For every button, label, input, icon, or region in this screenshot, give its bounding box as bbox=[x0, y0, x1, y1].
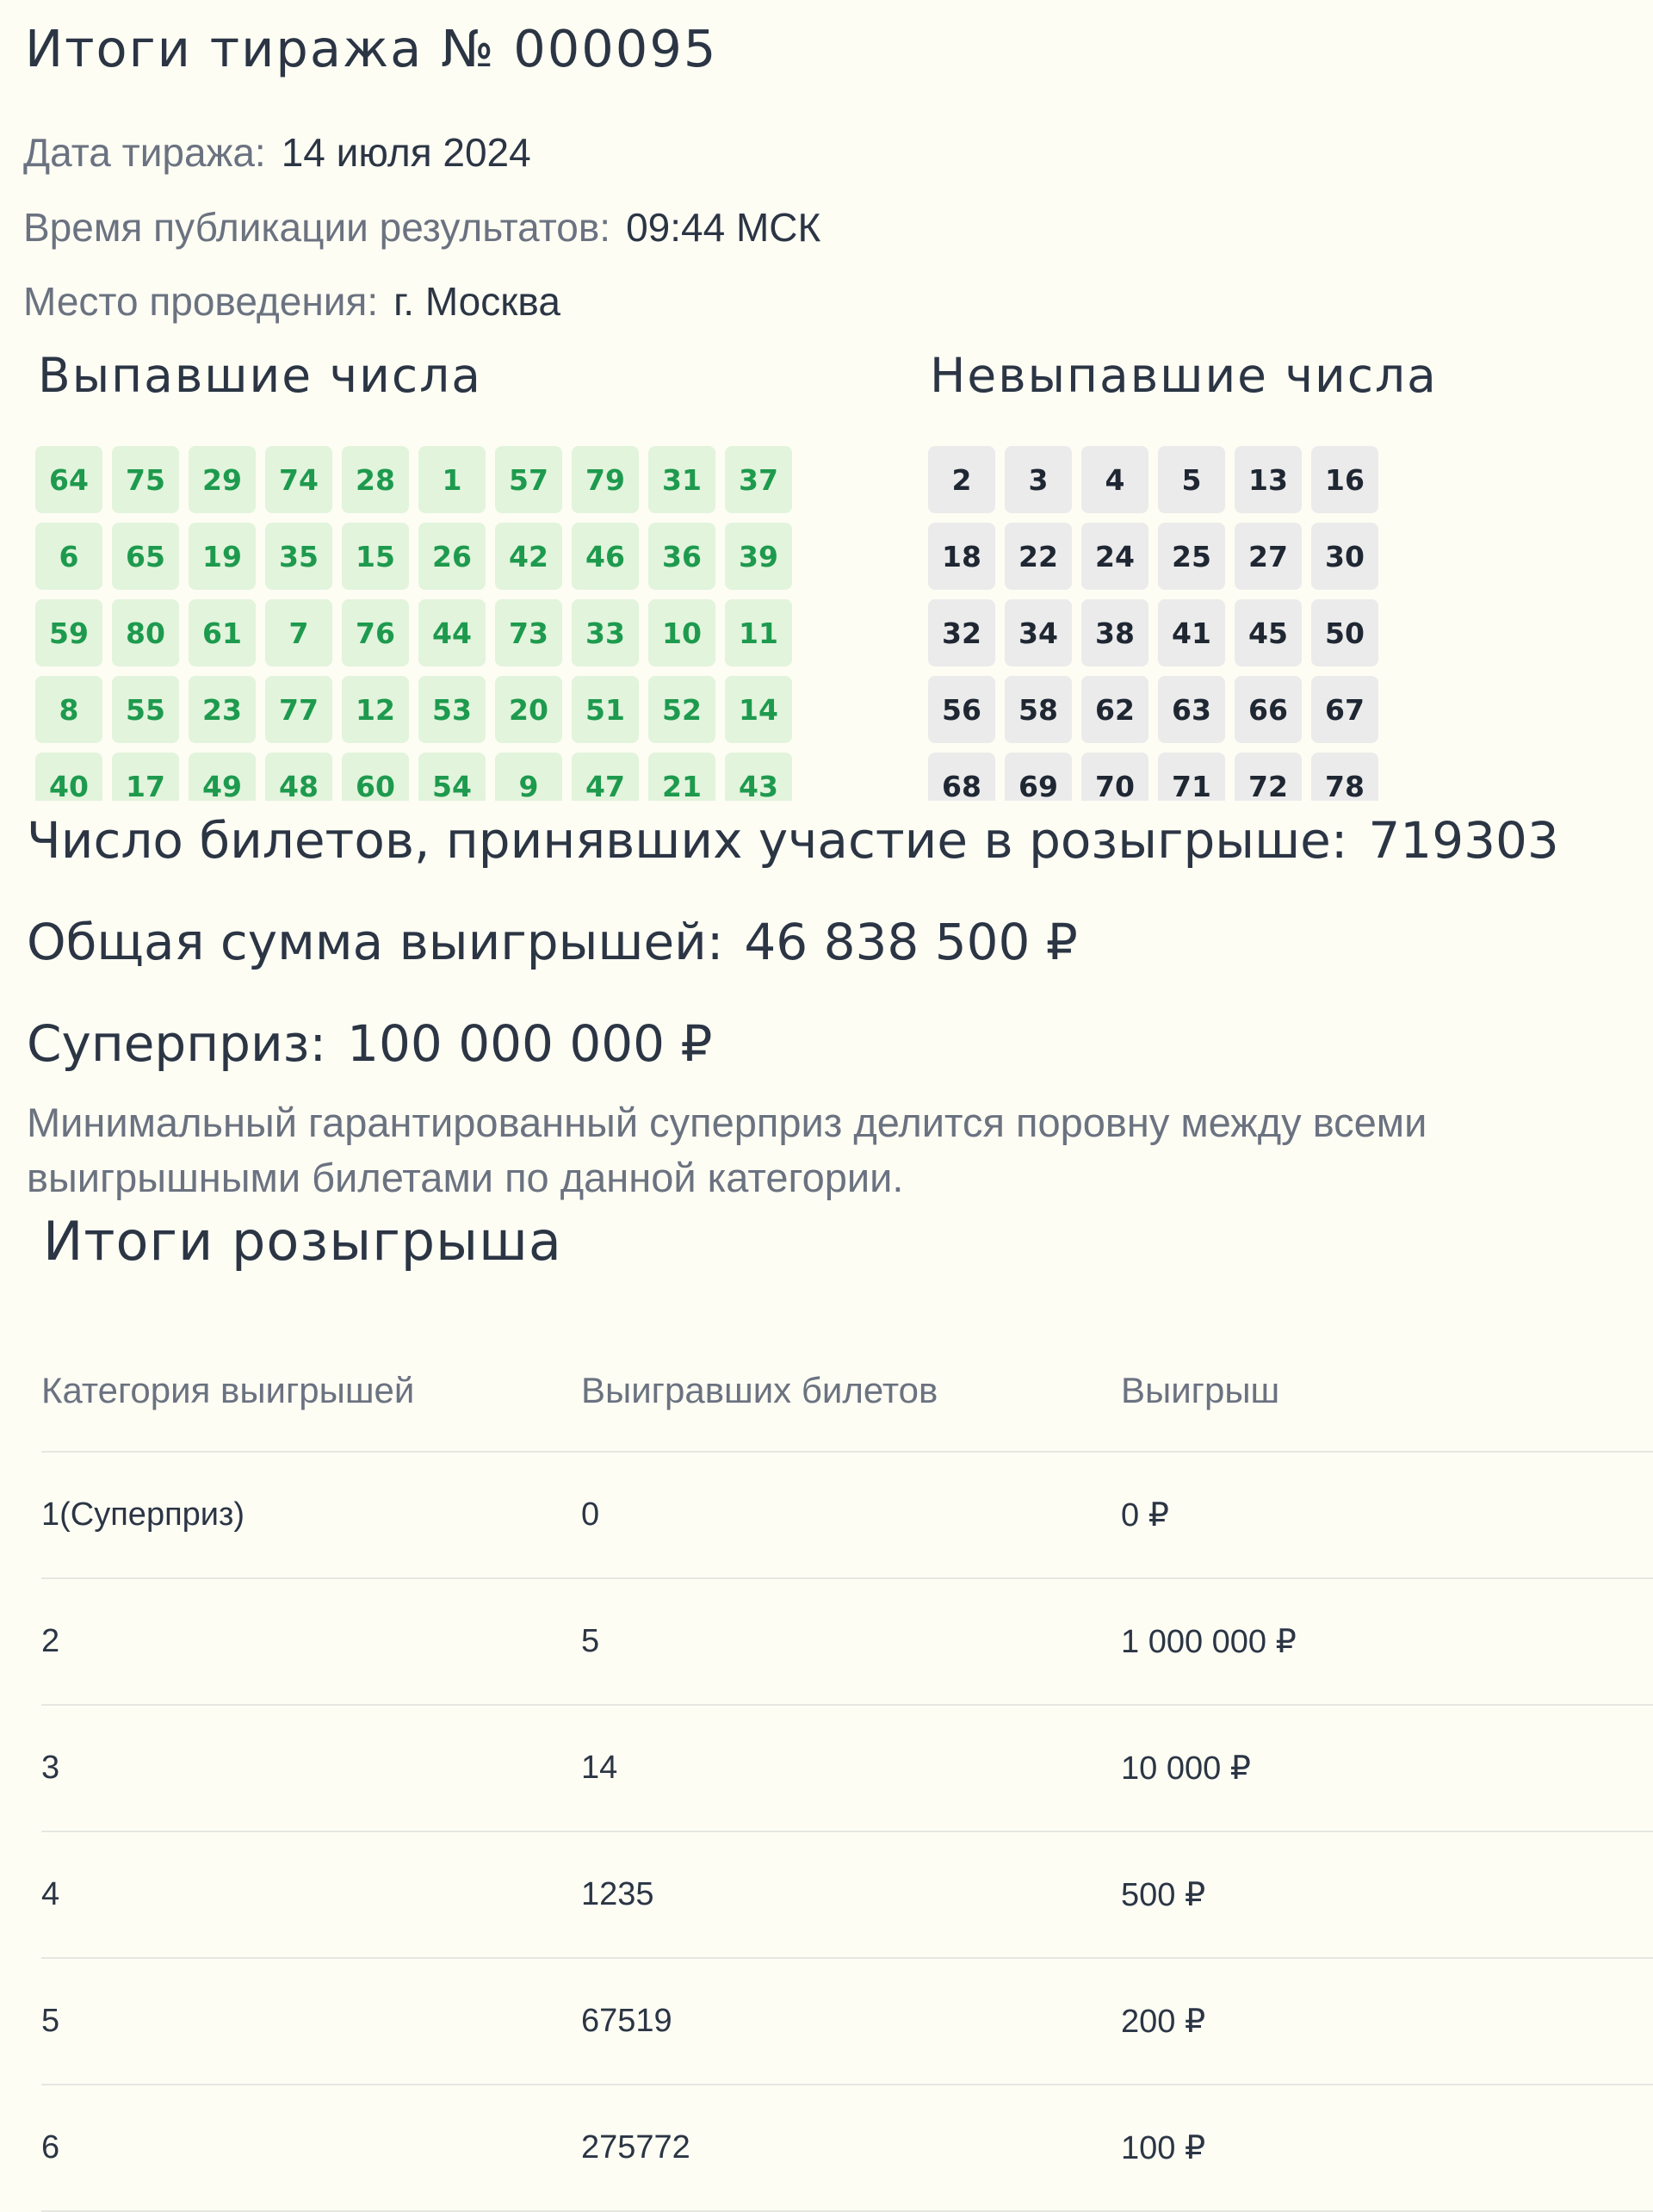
winners-cell: 275772 bbox=[581, 2085, 1121, 2211]
drawn-number-cell: 65 bbox=[112, 523, 179, 590]
page-title: Итоги тиража № 000095 bbox=[25, 19, 718, 78]
drawn-number-cell: 60 bbox=[342, 753, 409, 801]
tickets-count-label: Число билетов, принявших участие в розыгрыше: bbox=[27, 811, 1348, 870]
drawn-number-cell: 61 bbox=[189, 599, 256, 666]
superprize-value: 100 000 000 ₽ bbox=[347, 1014, 713, 1073]
drawn-number-cell: 75 bbox=[112, 446, 179, 513]
undrawn-number-cell: 34 bbox=[1005, 599, 1072, 666]
undrawn-number-cell: 66 bbox=[1235, 676, 1302, 743]
undrawn-number-cell: 30 bbox=[1311, 523, 1378, 590]
drawn-number-cell: 19 bbox=[189, 523, 256, 590]
undrawn-number-cell: 25 bbox=[1158, 523, 1225, 590]
table-row bbox=[41, 1831, 1653, 1958]
category-cell: 1(Суперприз) bbox=[41, 1452, 581, 1578]
drawn-number-cell: 40 bbox=[35, 753, 102, 801]
undrawn-number-cell: 27 bbox=[1235, 523, 1302, 590]
drawn-number-cell: 6 bbox=[35, 523, 102, 590]
undrawn-number-cell: 56 bbox=[928, 676, 995, 743]
undrawn-number-cell: 63 bbox=[1158, 676, 1225, 743]
undrawn-number-cell: 71 bbox=[1158, 753, 1225, 801]
category-cell: 4 bbox=[41, 1831, 581, 1958]
drawn-number-cell: 33 bbox=[572, 599, 639, 666]
publication-time-value: 09:44 МСК bbox=[626, 205, 821, 250]
prize-cell: 0 ₽ bbox=[1121, 1452, 1653, 1578]
category-cell: 5 bbox=[41, 1958, 581, 2085]
undrawn-number-cell: 58 bbox=[1005, 676, 1072, 743]
results-heading: Итоги розыгрыша bbox=[43, 1210, 562, 1273]
drawn-number-cell: 7 bbox=[265, 599, 332, 666]
drawn-number-cell: 1 bbox=[418, 446, 486, 513]
undrawn-number-cell: 24 bbox=[1081, 523, 1148, 590]
results-header-row bbox=[41, 1330, 1653, 1452]
undrawn-number-cell: 62 bbox=[1081, 676, 1148, 743]
drawn-number-cell: 53 bbox=[418, 676, 486, 743]
drawn-number-cell: 26 bbox=[418, 523, 486, 590]
tickets-count bbox=[27, 811, 1559, 870]
winners-cell: 67519 bbox=[581, 1958, 1121, 2085]
drawn-number-cell: 64 bbox=[35, 446, 102, 513]
column-header-winners: Выигравших билетов bbox=[581, 1330, 1121, 1452]
column-header-prize: Выигрыш bbox=[1121, 1330, 1653, 1452]
drawn-number-cell: 76 bbox=[342, 599, 409, 666]
drawn-number-cell: 39 bbox=[725, 523, 792, 590]
superprize-note: Минимальный гарантированный суперприз делится поровну между всеми выигрышными билетами по данной категории. bbox=[27, 1100, 1427, 1200]
drawn-number-cell: 47 bbox=[572, 753, 639, 801]
undrawn-number-cell: 18 bbox=[928, 523, 995, 590]
drawn-number-cell: 35 bbox=[265, 523, 332, 590]
undrawn-number-cell: 70 bbox=[1081, 753, 1148, 801]
drawn-number-cell: 80 bbox=[112, 599, 179, 666]
undrawn-number-cell: 78 bbox=[1311, 753, 1378, 801]
prize-cell: 10 000 ₽ bbox=[1121, 1705, 1653, 1831]
undrawn-number-cell: 13 bbox=[1235, 446, 1302, 513]
table-row bbox=[41, 1958, 1653, 2085]
winners-cell: 1235 bbox=[581, 1831, 1121, 1958]
drawn-number-cell: 28 bbox=[342, 446, 409, 513]
category-cell: 3 bbox=[41, 1705, 581, 1831]
draw-date bbox=[23, 129, 531, 176]
drawn-number-cell: 57 bbox=[495, 446, 562, 513]
undrawn-number-cell: 22 bbox=[1005, 523, 1072, 590]
prize-cell: 500 ₽ bbox=[1121, 1831, 1653, 1958]
drawn-number-cell: 11 bbox=[725, 599, 792, 666]
drawn-number-cell: 49 bbox=[189, 753, 256, 801]
winners-cell: 0 bbox=[581, 1452, 1121, 1578]
category-cell: 6 bbox=[41, 2085, 581, 2211]
drawn-number-cell: 15 bbox=[342, 523, 409, 590]
undrawn-number-cell: 68 bbox=[928, 753, 995, 801]
drawn-number-cell: 36 bbox=[648, 523, 715, 590]
table-row bbox=[41, 1578, 1653, 1705]
category-cell: 2 bbox=[41, 1578, 581, 1705]
undrawn-number-cell: 4 bbox=[1081, 446, 1148, 513]
drawn-number-cell: 59 bbox=[35, 599, 102, 666]
superprize-label: Суперприз: bbox=[27, 1014, 327, 1073]
winners-cell: 5 bbox=[581, 1578, 1121, 1705]
undrawn-number-cell: 45 bbox=[1235, 599, 1302, 666]
table-row bbox=[41, 1452, 1653, 1578]
undrawn-number-cell: 50 bbox=[1311, 599, 1378, 666]
draw-date-value: 14 июля 2024 bbox=[281, 130, 531, 175]
tickets-count-value: 719303 bbox=[1368, 811, 1559, 870]
drawn-number-cell: 42 bbox=[495, 523, 562, 590]
undrawn-number-cell: 69 bbox=[1005, 753, 1072, 801]
drawn-number-cell: 29 bbox=[189, 446, 256, 513]
drawn-number-cell: 79 bbox=[572, 446, 639, 513]
undrawn-numbers-grid[interactable] bbox=[928, 446, 1378, 801]
table-row bbox=[41, 1705, 1653, 1831]
drawn-number-cell: 46 bbox=[572, 523, 639, 590]
drawn-number-cell: 17 bbox=[112, 753, 179, 801]
drawn-number-cell: 21 bbox=[648, 753, 715, 801]
undrawn-number-cell: 16 bbox=[1311, 446, 1378, 513]
undrawn-number-cell: 2 bbox=[928, 446, 995, 513]
undrawn-number-cell: 3 bbox=[1005, 446, 1072, 513]
undrawn-number-cell: 72 bbox=[1235, 753, 1302, 801]
drawn-numbers-grid[interactable] bbox=[35, 446, 792, 801]
drawn-number-cell: 55 bbox=[112, 676, 179, 743]
draw-place-value: г. Москва bbox=[393, 279, 560, 324]
drawn-number-cell: 9 bbox=[495, 753, 562, 801]
undrawn-numbers-heading: Невыпавшие числа bbox=[930, 348, 1438, 403]
drawn-number-cell: 31 bbox=[648, 446, 715, 513]
drawn-number-cell: 77 bbox=[265, 676, 332, 743]
undrawn-number-cell: 32 bbox=[928, 599, 995, 666]
publication-time bbox=[23, 204, 820, 251]
total-winnings-value: 46 838 500 ₽ bbox=[744, 913, 1078, 971]
drawn-number-cell: 73 bbox=[495, 599, 562, 666]
drawn-number-cell: 54 bbox=[418, 753, 486, 801]
column-header-category: Категория выигрышей bbox=[41, 1330, 581, 1452]
publication-time-label: Время публикации результатов: bbox=[23, 205, 611, 250]
prize-cell: 100 ₽ bbox=[1121, 2085, 1653, 2211]
draw-place-label: Место проведения: bbox=[23, 279, 379, 324]
superprize bbox=[27, 1014, 712, 1073]
total-winnings bbox=[27, 913, 1078, 971]
drawn-number-cell: 48 bbox=[265, 753, 332, 801]
prize-cell: 1 000 000 ₽ bbox=[1121, 1578, 1653, 1705]
undrawn-number-cell: 67 bbox=[1311, 676, 1378, 743]
undrawn-number-cell: 38 bbox=[1081, 599, 1148, 666]
drawn-number-cell: 74 bbox=[265, 446, 332, 513]
drawn-number-cell: 8 bbox=[35, 676, 102, 743]
winners-cell: 14 bbox=[581, 1705, 1121, 1831]
drawn-number-cell: 37 bbox=[725, 446, 792, 513]
drawn-number-cell: 51 bbox=[572, 676, 639, 743]
draw-place bbox=[23, 278, 560, 325]
undrawn-number-cell: 41 bbox=[1158, 599, 1225, 666]
drawn-number-cell: 52 bbox=[648, 676, 715, 743]
undrawn-number-cell: 5 bbox=[1158, 446, 1225, 513]
drawn-number-cell: 44 bbox=[418, 599, 486, 666]
total-winnings-label: Общая сумма выигрышей: bbox=[27, 913, 724, 971]
drawn-numbers-heading: Выпавшие числа bbox=[38, 348, 482, 403]
drawn-number-cell: 23 bbox=[189, 676, 256, 743]
drawn-number-cell: 20 bbox=[495, 676, 562, 743]
draw-date-label: Дата тиража: bbox=[23, 130, 266, 175]
drawn-number-cell: 43 bbox=[725, 753, 792, 801]
results-table bbox=[41, 1330, 1653, 2212]
drawn-number-cell: 12 bbox=[342, 676, 409, 743]
drawn-number-cell: 10 bbox=[648, 599, 715, 666]
drawn-number-cell: 14 bbox=[725, 676, 792, 743]
prize-cell: 200 ₽ bbox=[1121, 1958, 1653, 2085]
table-row bbox=[41, 2085, 1653, 2211]
